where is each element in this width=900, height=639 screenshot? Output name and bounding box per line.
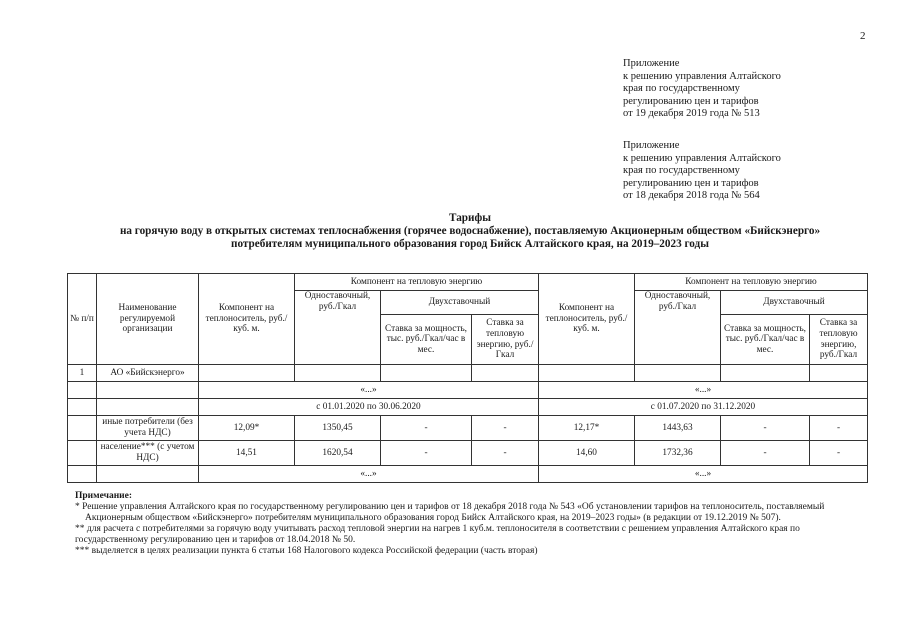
note-2: ** для расчета с потребителями за горячую воду учитывать расход тепловой энергии на нагрев 1 куб.м. теплоносителя в соответствии с решением управления Алтайского края по государственному регулированию цен и тарифов от 18.04.2018 № 50. [75, 524, 800, 545]
note-3: *** выделяется в целях реализации пункта 6 статьи 168 Налогового кодекса Российской федерации (часть вторая) [75, 546, 538, 556]
table-row [68, 441, 868, 466]
header-double-1: Двухставочный [381, 291, 539, 315]
ellipsis-cell: «...» [539, 466, 868, 483]
header-num: № п/п [68, 274, 97, 365]
appendix-line: регулированию цен и тарифов [623, 177, 759, 189]
carrier-value: 12,17* [539, 416, 635, 441]
appendix-line: Приложение [623, 140, 680, 151]
header-power-2: Ставка за мощность, тыс. руб./Гкал/час в мес. [721, 315, 810, 365]
ellipsis-cell: «...» [539, 382, 868, 399]
appendix-line: к решению управления Алтайского [623, 70, 781, 82]
appendix-line: Приложение [623, 58, 680, 69]
power-value: - [381, 441, 472, 466]
power-value: - [381, 416, 472, 441]
title-line: Тарифы [449, 212, 491, 224]
header-energy-2: Компонент на тепловую энергию [635, 274, 868, 291]
header-power-1: Ставка за мощность, тыс. руб./Гкал/час в мес. [381, 315, 472, 365]
note-1: * Решение управления Алтайского края по государственному регулированию цен и тарифов от 18 декабря 2018 года № 543 «Об установлении тарифов на теплоноситель, поставляемый Акционерным обществом «Бийскэнерго» потребителям муниципального образования город Бийск Алтайского края, на 2019–2023 годы» (в редакции от 19.12.2019 № 507). [75, 502, 825, 523]
ellipsis-cell: «...» [199, 382, 539, 399]
single-value: 1620,54 [295, 441, 381, 466]
appendix-line: от 18 декабря 2018 года № 564 [623, 190, 760, 202]
power-value: - [721, 441, 810, 466]
heat-value: - [810, 416, 868, 441]
appendix-line: от 19 декабря 2019 года № 513 [623, 108, 760, 120]
appendix-line: регулированию цен и тарифов [623, 95, 759, 107]
period-1: с 01.01.2020 по 30.06.2020 [199, 399, 539, 416]
notes-section [75, 491, 875, 557]
header-carrier-1: Компонент на теплоноситель, руб./куб. м. [199, 274, 295, 365]
page-number: 2 [860, 30, 866, 42]
header-org: Наименование регулируемой организации [97, 274, 199, 365]
title-line: потребителям муниципального образования город Бийск Алтайского края, на 2019–2023 годы [231, 238, 709, 250]
table-row [68, 416, 868, 441]
appendix-line: края по государственному [623, 83, 740, 95]
heat-value: - [810, 441, 868, 466]
carrier-value: 14,60 [539, 441, 635, 466]
heat-value: - [472, 441, 539, 466]
title-line: на горячую воду в открытых системах теплоснабжения (горячее водоснабжение), поставляемую Акционерным обществом «Бийскэнерго» [119, 225, 821, 237]
period-2: с 01.07.2020 по 31.12.2020 [539, 399, 868, 416]
org-name: АО «Бийскэнерго» [97, 365, 199, 382]
appendix-block-2018 [623, 140, 781, 203]
ellipsis-cell: «...» [199, 466, 539, 483]
appendix-line: к решению управления Алтайского [623, 152, 781, 164]
consumer-name: иные потребители (без учета НДС) [97, 416, 199, 441]
header-single-1: Одноставочный, руб./Гкал [295, 291, 381, 365]
tariff-table [67, 273, 868, 483]
appendix-line: края по государственному [623, 165, 740, 177]
consumer-name: население*** (с учетом НДС) [97, 441, 199, 466]
org-num: 1 [68, 365, 97, 382]
header-double-2: Двухставочный [721, 291, 868, 315]
power-value: - [721, 416, 810, 441]
notes-title: Примечание: [75, 491, 133, 501]
carrier-value: 14,51 [199, 441, 295, 466]
carrier-value: 12,09* [199, 416, 295, 441]
header-carrier-2: Компонент на теплоноситель, руб./куб. м. [539, 274, 635, 365]
document-title [40, 212, 900, 251]
header-heat-1: Ставка за тепловую энергию, руб./Гкал [472, 315, 539, 365]
single-value: 1350,45 [295, 416, 381, 441]
header-energy-1: Компонент на тепловую энергию [295, 274, 539, 291]
appendix-block-2019 [623, 58, 781, 121]
header-single-2: Одноставочный, руб./Гкал [635, 291, 721, 365]
header-heat-2: Ставка за тепловую энергию, руб./Гкал [810, 315, 868, 365]
single-value: 1732,36 [635, 441, 721, 466]
single-value: 1443,63 [635, 416, 721, 441]
heat-value: - [472, 416, 539, 441]
